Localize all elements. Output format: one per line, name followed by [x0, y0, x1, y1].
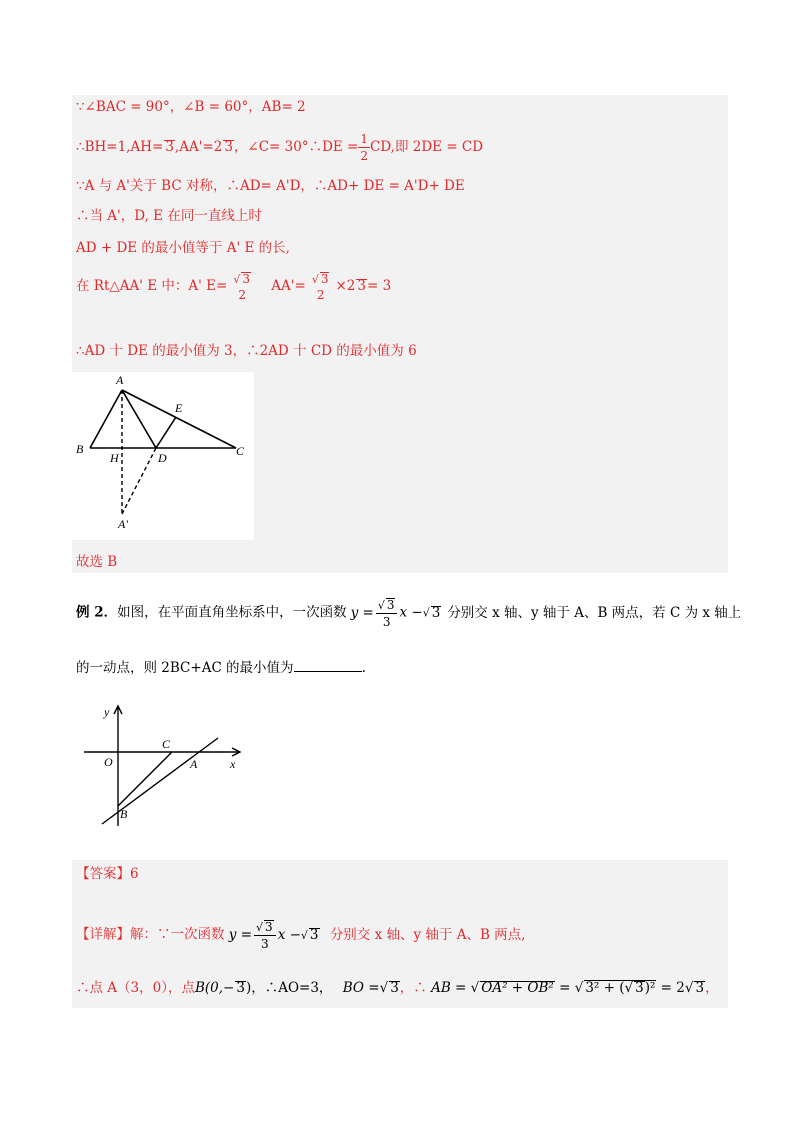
proof-line-6: 在 Rt△AA' E 中：A' E= √ 3 2 AA'= √ 3 2 ×2 3= 3: [76, 272, 392, 302]
axis-y-label: y: [104, 705, 110, 719]
label-A: A: [116, 373, 124, 387]
choice-line: 故选 B: [76, 554, 118, 570]
detail-line-1: 【详解】解：∵一次函数 y = $\frac{√ 3}{3}$ x −√ 3 分别交 x 轴、y 轴于 A、B 两点,: [76, 920, 526, 951]
triangle-figure: [72, 372, 254, 540]
axis-x-label: x: [230, 757, 236, 771]
origin-label: O: [104, 755, 113, 769]
label-E: E: [175, 401, 183, 415]
label-H: H: [110, 451, 119, 465]
point-C-label: C: [162, 737, 171, 751]
label-C: C: [236, 444, 245, 458]
answer-blank: [294, 671, 362, 672]
proof-line-5: AD + DE 的最小值等于 A' E 的长,: [76, 240, 290, 256]
proof-line-7: ∴AD 十 DE 的最小值为 3，∴2AD 十 CD 的最小值为 6: [76, 343, 417, 359]
point-A-label: A: [190, 757, 198, 771]
detail-line-2: ∴点 A（3，0），点B(0,− 3)，∴AO=3， BO =√ 3，∴ AB = √ OA² + OB² = √ 3² + (√ 3)² = 2√ 3，: [76, 980, 719, 996]
example-2-line-1: 例 2．如图，在平面直角坐标系中，一次函数 y = $\frac{√ 3}{3}$ x −√ 3 分别交 x 轴、y 轴于 A、B 两点，若 C 为 x 轴上: [76, 598, 742, 629]
example-2-line-2: 的一动点，则 2BC+AC 的最小值为 .: [76, 660, 366, 676]
label-B: B: [76, 442, 84, 456]
label-A-prime: A': [118, 517, 128, 531]
proof-line-3: ∵A 与 A'关于 BC 对称，∴AD= A'D，∴AD+ DE = A'D+ DE: [76, 178, 465, 194]
label-D: D: [158, 451, 167, 465]
point-B-label: B: [120, 807, 128, 821]
proof-line-2: ∴BH=1,AH= 3,AA'=2 3，∠C= 30°∴DE = $\frac{1}{2}$ CD,即 2DE = CD: [76, 132, 484, 163]
proof-line-4: ∴当 A'，D, E 在同一直线上时: [76, 208, 262, 224]
coordinate-figure: [80, 702, 250, 828]
answer-line: 【答案】6: [76, 866, 139, 882]
proof-line-1: ∵∠BAC = 90°，∠B = 60°，AB= 2: [76, 99, 306, 115]
